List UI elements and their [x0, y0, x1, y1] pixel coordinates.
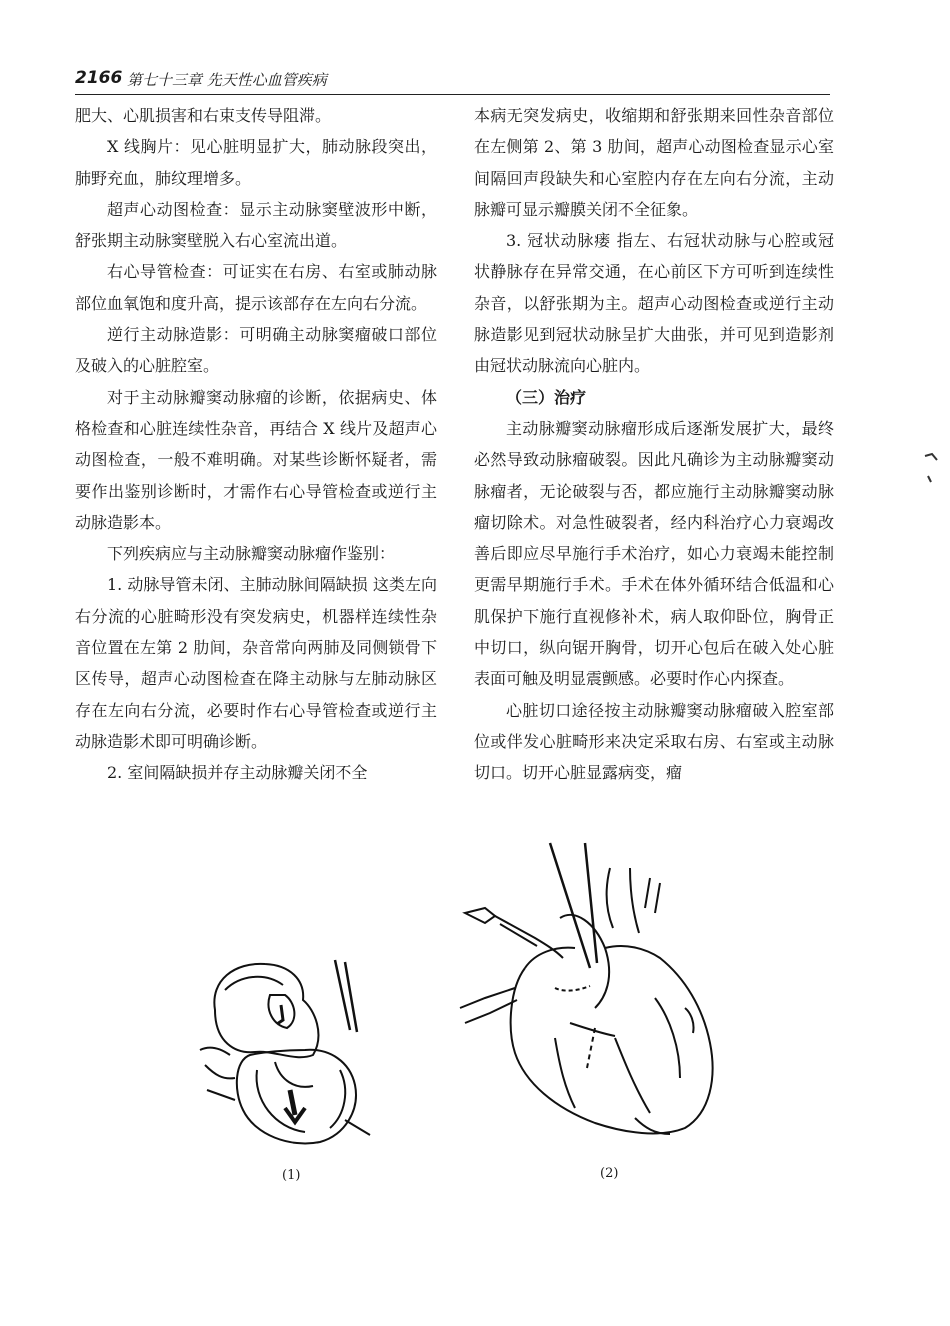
- paragraph: 本病无突发病史，收缩期和舒张期来回性杂音部位在左侧第 2、第 3 肋间，超声心动图检查显示心室间隔回声段缺失和心室腔内存在左向右分流，主动脉瓣可显示瓣膜关闭不全征象。: [474, 106, 834, 219]
- running-header: [75, 66, 830, 94]
- paragraph: 3. 冠状动脉瘘 指左、右冠状动脉与心腔或冠状静脉存在异常交通，在心前区下方可听到连续性杂音，以舒张期为主。超声心动图检查或逆行主动脉造影见到冠状动脉呈扩大曲张，并可见到造影剂由冠状动脉流向心脏内。: [474, 231, 834, 376]
- heart-surgery-illustration-icon: [455, 838, 735, 1158]
- paragraph: 心脏切口途径按主动脉瓣窦动脉瘤破入腔室部位或伴发心脏畸形来决定采取右房、右室或主动脉切口。切开心脏显露病变，瘤: [474, 700, 834, 783]
- right-column: [474, 100, 834, 789]
- paragraph: 2. 室间隔缺损并存主动脉瓣关闭不全: [107, 763, 368, 783]
- paragraph: 超声心动图检查：显示主动脉窦壁波形中断，舒张期主动脉窦壁脱入右心室流出道。: [75, 199, 437, 251]
- paragraph: 1. 动脉导管未闭、主肺动脉间隔缺损 这类左向右分流的心脏畸形没有突发病史，机器样连续性杂音位置在左第 2 肋间，杂音常向两肺及同侧锁骨下区传导，超声心动图检查在降主动脉与左肺动脉区存在左向右分流，必要时作右心导管检查或逆行主动脉造影术即可明确诊断。: [75, 575, 437, 751]
- figure-caption: (1): [282, 1168, 301, 1183]
- paragraph: 对于主动脉瓣窦动脉瘤的诊断，依据病史、体格检查和心脏连续性杂音，再结合 X 线片及超声心动图检查，一般不难明确。对某些诊断怀疑者，需要作出鉴别诊断时，才需作右心导管检查或逆行主动脉造影本。: [75, 387, 437, 532]
- paragraph: 下列疾病应与主动脉瓣窦动脉瘤作鉴别：: [107, 544, 396, 564]
- left-column: [75, 100, 437, 789]
- paragraph: X 线胸片：见心脏明显扩大，肺动脉段突出，肺野充血，肺纹理增多。: [75, 137, 437, 188]
- paragraph: 肥大、心肌损害和右束支传导阻滞。: [75, 106, 332, 125]
- header-rule: [75, 94, 830, 95]
- paragraph: 主动脉瓣窦动脉瘤形成后逐渐发展扩大，最终必然导致动脉瘤破裂。因此凡确诊为主动脉瓣窦动脉瘤者，无论破裂与否，都应施行主动脉瓣窦动脉瘤切除术。对急性破裂者，经内科治疗心力衰竭改善后即应尽早施行手术治疗，如心力衰竭未能控制更需早期施行手术。手术在体外循环结合低温和心肌保护下施行直视修补术，病人取仰卧位，胸骨正中切口，纵向锯开胸骨，切开心包后在破入处心脏表面可触及明显震颤感。必要时作心内探查。: [474, 418, 834, 689]
- aortic-valve-sinus-illustration-icon: [195, 950, 390, 1165]
- chapter-title: 第七十三章 先天性心血管疾病: [127, 71, 327, 89]
- paragraph: 逆行主动脉造影：可明确主动脉窦瘤破口部位及破入的心脏腔室。: [75, 325, 437, 376]
- page-number: 2166: [75, 68, 123, 88]
- section-heading: （三）治疗: [506, 387, 587, 407]
- margin-mark-icon: [922, 448, 942, 488]
- figure-caption: (2): [600, 1166, 619, 1181]
- paragraph: 右心导管检查：可证实在右房、右室或肺动脉部位血氧饱和度升高，提示该部存在左向右分流。: [75, 262, 437, 313]
